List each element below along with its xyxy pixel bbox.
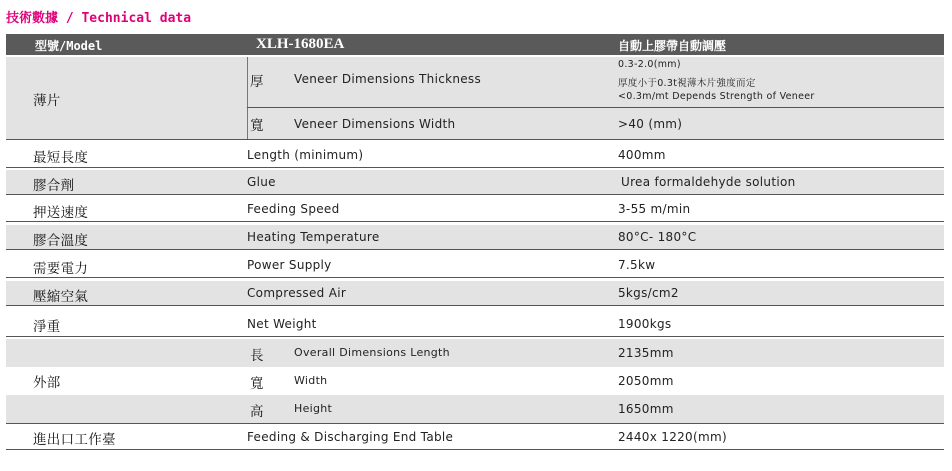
width-value: >40 (mm) [618, 117, 683, 131]
table-header [6, 34, 944, 55]
table-row [6, 281, 944, 306]
row-shade [6, 395, 944, 423]
veneer-label: 薄片 [33, 93, 61, 109]
external-height-row [6, 395, 944, 424]
row-value: 7.5kw [618, 258, 656, 272]
row-label-en: Heating Temperature [247, 230, 380, 244]
row-label-zh: 進出口工作臺 [33, 432, 116, 448]
row-label-zh: 淨重 [33, 319, 61, 335]
table-row [6, 170, 944, 195]
table-row [6, 197, 944, 222]
width-char: 寬 [250, 118, 264, 134]
model-description: 自動上膠帶自動調壓 [618, 39, 727, 53]
row-value: 2440x 1220(mm) [618, 430, 727, 444]
table-row [6, 142, 944, 168]
row-label-en: Length (minimum) [247, 148, 364, 162]
row-label-zh: 膠合劑 [33, 178, 75, 194]
length-value: 2135mm [618, 346, 674, 360]
row-label-zh: 押送速度 [33, 205, 89, 221]
ext-width-char: 寬 [250, 376, 264, 392]
height-char: 高 [250, 404, 264, 420]
row-value: 1900kgs [618, 317, 672, 331]
row-label-zh: 最短長度 [33, 150, 89, 166]
row-label-en: Feeding Speed [247, 202, 340, 216]
row-label-zh: 膠合溫度 [33, 233, 89, 249]
row-label-en: Glue [247, 175, 276, 189]
row-label-zh: 壓縮空氣 [33, 289, 89, 305]
row-value: 5kgs/cm2 [618, 286, 679, 300]
external-label: 外部 [33, 375, 61, 391]
row-value: Urea formaldehyde solution [621, 175, 796, 189]
external-width-row [6, 367, 944, 395]
table-row [6, 309, 944, 337]
row-shade [6, 339, 944, 367]
veneer-divider [247, 57, 248, 139]
row-label-en: Compressed Air [247, 286, 347, 300]
row-value: 400mm [618, 148, 666, 162]
width-name: Veneer Dimensions Width [294, 117, 456, 131]
thickness-note-en: <0.3m/mt Depends Strength of Veneer [618, 91, 815, 102]
thickness-value: 0.3-2.0(mm) [618, 59, 681, 70]
table-row [6, 425, 944, 450]
height-name: Height [294, 402, 333, 415]
ext-width-name: Width [294, 374, 328, 387]
row-value: 80°C- 180°C [618, 230, 697, 244]
row-label-en: Power Supply [247, 258, 332, 272]
thickness-name: Veneer Dimensions Thickness [294, 72, 482, 86]
height-value: 1650mm [618, 402, 674, 416]
thickness-char: 厚 [250, 74, 264, 90]
row-label-en: Net Weight [247, 317, 317, 331]
thickness-note-zh: 厚度小于0.3t視薄木片強度而定 [618, 78, 756, 89]
external-length-row [6, 339, 944, 367]
veneer-group [6, 57, 944, 140]
row-value: 3-55 m/min [618, 202, 691, 216]
table-row [6, 225, 944, 250]
length-char: 長 [250, 348, 264, 364]
row-label-en: Feeding & Discharging End Table [247, 430, 454, 444]
model-value: XLH-1680EA [256, 36, 345, 52]
veneer-row-separator [247, 107, 944, 108]
ext-width-value: 2050mm [618, 374, 674, 388]
model-label: 型號/Model [35, 39, 103, 53]
table-row [6, 253, 944, 278]
length-name: Overall Dimensions Length [294, 346, 450, 359]
page-title: 技術數據 / Technical data [6, 11, 192, 26]
row-label-zh: 需要電力 [33, 261, 89, 277]
